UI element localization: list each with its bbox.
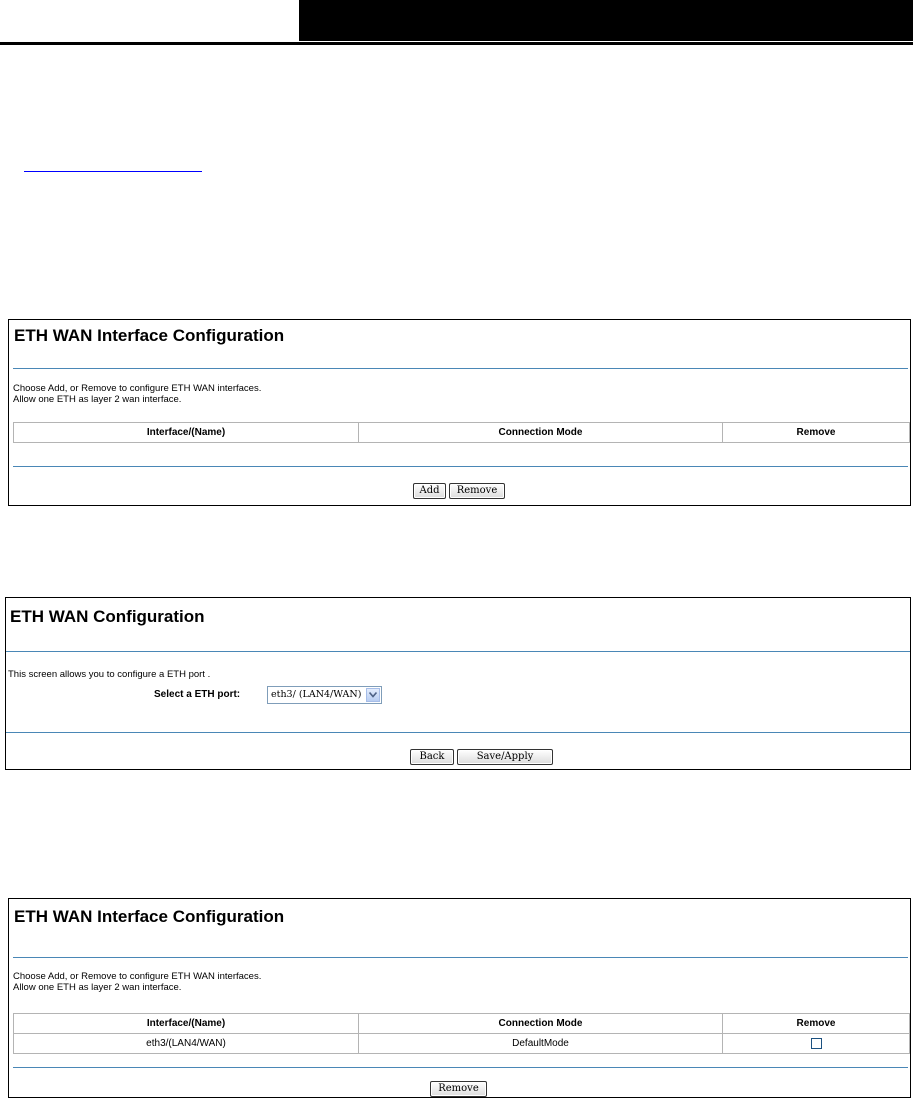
description-line-2: Allow one ETH as layer 2 wan interface. <box>13 394 182 405</box>
title-divider <box>13 368 908 369</box>
eth-port-select[interactable] <box>267 686 382 704</box>
interface-table <box>13 422 910 443</box>
description-line-1: Choose Add, or Remove to configure ETH WAN interfaces. <box>13 383 262 394</box>
column-header-remove: Remove <box>723 1014 910 1034</box>
eth-wan-configuration-panel <box>5 597 911 770</box>
interface-table <box>13 1013 910 1054</box>
back-button[interactable]: Back <box>410 749 454 765</box>
title-divider <box>13 957 908 958</box>
column-header-interface: Interface/(Name) <box>14 423 359 443</box>
interface-name-cell: eth3/(LAN4/WAN) <box>14 1034 359 1054</box>
form-divider <box>6 732 910 733</box>
page-header-bar <box>299 0 913 41</box>
connection-mode-cell: DefaultMode <box>359 1034 723 1054</box>
remove-button[interactable]: Remove <box>449 483 505 499</box>
column-header-connection-mode: Connection Mode <box>359 1014 723 1034</box>
table-divider <box>13 466 908 467</box>
description-line-1: Choose Add, or Remove to configure ETH WAN interfaces. <box>13 971 262 982</box>
add-button[interactable]: Add <box>413 483 446 499</box>
table-row <box>14 1034 910 1054</box>
eth-wan-interface-panel <box>8 319 911 506</box>
panel-title: ETH WAN Interface Configuration <box>14 907 285 926</box>
column-header-remove: Remove <box>723 423 910 443</box>
remove-button[interactable]: Remove <box>430 1081 487 1097</box>
chevron-down-icon[interactable] <box>366 688 380 702</box>
remove-cell <box>723 1034 910 1054</box>
save-apply-button[interactable]: Save/Apply <box>457 749 553 765</box>
column-header-interface: Interface/(Name) <box>14 1014 359 1034</box>
table-divider <box>13 1067 908 1068</box>
panel-title: ETH WAN Interface Configuration <box>14 326 285 345</box>
description: This screen allows you to configure a ETH port . <box>8 669 211 680</box>
eth-wan-interface-panel-configured <box>8 898 911 1098</box>
remove-checkbox[interactable] <box>811 1038 822 1049</box>
title-divider <box>6 651 910 652</box>
hyperlink-underline[interactable] <box>24 171 202 172</box>
table-header-row <box>14 1014 910 1034</box>
table-header-row <box>14 423 910 443</box>
description-line-2: Allow one ETH as layer 2 wan interface. <box>13 982 182 993</box>
panel-title: ETH WAN Configuration <box>10 607 205 626</box>
eth-port-select-value: eth3/ (LAN4/WAN) <box>271 689 362 700</box>
column-header-connection-mode: Connection Mode <box>359 423 723 443</box>
select-eth-port-label: Select a ETH port: <box>154 689 241 700</box>
header-divider <box>0 42 913 45</box>
